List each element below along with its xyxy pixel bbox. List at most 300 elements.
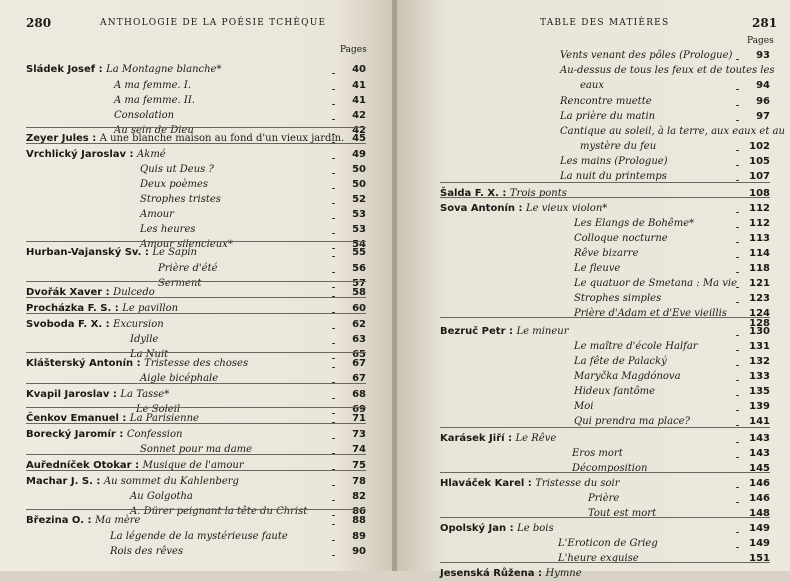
- poem-title: Cantique au soleil, à la terre, aux eaux et au: [560, 126, 785, 137]
- page-ref: 78: [352, 476, 366, 487]
- author-name: Klášterský Antonín: [26, 358, 134, 369]
- page-ref: 121: [749, 278, 770, 289]
- page-ref: 108: [749, 188, 770, 199]
- dot-leader: [736, 547, 738, 548]
- author-divider: [26, 470, 366, 471]
- dot-leader: [736, 120, 738, 121]
- toc-entry: [114, 93, 336, 109]
- author-name: Machar J. S.: [26, 476, 93, 487]
- dot-leader: [736, 150, 738, 151]
- page-number: 281: [752, 16, 778, 30]
- page-ref: 60: [352, 303, 366, 314]
- page-ref: 82: [352, 491, 366, 502]
- author-separator: :: [95, 64, 107, 75]
- poem-title: Vents venant des pôles (Prologue): [560, 50, 733, 61]
- author-name: Kvapil Jaroslav: [26, 389, 110, 400]
- dot-leader: [736, 227, 738, 228]
- author-separator: :: [111, 303, 123, 314]
- poem-title: La légende de la mystérieuse faute: [110, 531, 288, 542]
- poem-title: Le Rêve: [515, 433, 557, 444]
- author-separator: :: [498, 188, 510, 199]
- dot-leader: [332, 500, 334, 501]
- running-head: TABLE DES MATIÈRES: [540, 18, 670, 28]
- poem-title: L'heure exquise: [558, 553, 639, 564]
- page-ref: 146: [749, 478, 770, 489]
- poem-title: Moi: [574, 401, 594, 412]
- author-name: Vrchlický Jaroslav: [26, 149, 127, 160]
- poem-title: Excursion: [113, 319, 164, 330]
- author-name: Šalda F. X.: [440, 188, 499, 199]
- author-name: Svoboda F. X.: [26, 319, 103, 330]
- dot-leader: [332, 218, 334, 219]
- author-divider: [440, 562, 770, 563]
- poem-title: Le pavillon: [122, 303, 179, 314]
- poem-title: Les Elangs de Bohême*: [574, 218, 695, 229]
- dot-leader: [332, 188, 334, 189]
- poem-title: La nuit du printemps: [560, 171, 667, 182]
- poem-title: La Tasse*: [120, 389, 170, 400]
- poem-title: Trois ponts: [509, 188, 567, 199]
- author-divider: [26, 127, 366, 128]
- toc-entries: [0, 0, 392, 571]
- author-name: Bezruč Petr: [440, 326, 506, 337]
- dot-leader: [736, 335, 738, 336]
- poem-title: A. Dürer peignant la tête du Christ: [130, 506, 308, 517]
- page-ref: 135: [749, 386, 770, 397]
- poem-title: A ma femme. II.: [114, 95, 195, 106]
- toc-entry: [26, 458, 336, 474]
- poem-title: Le mineur: [516, 326, 569, 337]
- toc-entry: [26, 62, 336, 78]
- page-ref: 90: [352, 546, 366, 557]
- dot-leader: [332, 555, 334, 556]
- page-ref: 50: [352, 164, 366, 175]
- poem-title: A une blanche maison au fond d'un vieux jardin.: [99, 133, 345, 144]
- toc-entry: [574, 291, 740, 307]
- page-ref: 53: [352, 224, 366, 235]
- poem-title: Colloque nocturne: [574, 233, 668, 244]
- toc-entry: [440, 324, 740, 340]
- dot-leader: [736, 59, 738, 60]
- author-name: Zeyer Jules: [26, 133, 89, 144]
- author-separator: :: [504, 433, 516, 444]
- page-ref: 42: [352, 125, 366, 136]
- poem-title: Ma mère: [94, 515, 141, 526]
- page-ref: 107: [749, 171, 770, 182]
- poem-title: Qui prendra ma place?: [574, 416, 690, 427]
- toc-entry: [440, 186, 740, 202]
- dot-leader: [736, 457, 738, 458]
- poem-title: Serment: [158, 278, 202, 289]
- page-ref: 112: [749, 203, 770, 214]
- page-ref: 57: [352, 278, 366, 289]
- right-page: [397, 0, 790, 579]
- toc-entry: [26, 301, 336, 317]
- page-ref: 63: [352, 334, 366, 345]
- page-ref: 89: [352, 531, 366, 542]
- dot-leader: [736, 365, 738, 366]
- toc-entry: [140, 371, 336, 387]
- author-divider: [26, 313, 366, 314]
- author-separator: :: [506, 523, 518, 534]
- dot-leader: [736, 380, 738, 381]
- poem-title: mystère du feu: [580, 141, 657, 152]
- author-divider: [26, 509, 366, 510]
- author-separator: :: [141, 247, 153, 258]
- poem-title: Hymne: [545, 568, 582, 579]
- toc-entry: [574, 354, 740, 370]
- author-separator: :: [102, 287, 114, 298]
- author-separator: :: [131, 460, 143, 471]
- dot-leader: [332, 398, 334, 399]
- page-ref: 71: [352, 413, 366, 424]
- dot-leader: [332, 328, 334, 329]
- dot-leader: [736, 242, 738, 243]
- toc-entry: [440, 201, 740, 217]
- author-name: Opolský Jan: [440, 523, 507, 534]
- page-ref: 94: [756, 80, 770, 91]
- dot-leader: [736, 410, 738, 411]
- page-ref: 53: [352, 209, 366, 220]
- page-ref: 45: [352, 133, 366, 144]
- poem-title: Musique de l'amour: [142, 460, 244, 471]
- poem-title: Confession: [126, 429, 183, 440]
- toc-entry: [140, 442, 336, 458]
- toc-entry: [26, 387, 336, 403]
- dot-leader: [332, 233, 334, 234]
- toc-entry: [560, 63, 775, 79]
- poem-title: Au Golgotha: [130, 491, 193, 502]
- author-name: Jesenská Růžena: [440, 568, 535, 579]
- page-ref: 93: [756, 50, 770, 61]
- author-name: Karásek Jiří: [440, 433, 505, 444]
- page-ref: 58: [352, 287, 366, 298]
- toc-entry: [574, 339, 740, 355]
- dot-leader: [736, 487, 738, 488]
- page-ref: 146: [749, 493, 770, 504]
- poem-title: Le quatuor de Smetana : Ma vie: [574, 278, 737, 289]
- page-ref: 54: [352, 239, 366, 250]
- author-separator: :: [109, 389, 121, 400]
- page-ref: 102: [749, 141, 770, 152]
- author-name: Procházka F. S.: [26, 303, 112, 314]
- poem-title: Akmé: [137, 149, 166, 160]
- poem-title: Maryčka Magdónova: [574, 371, 681, 382]
- poem-title: La Montagne blanche*: [106, 64, 222, 75]
- author-divider: [440, 472, 770, 473]
- page-ref: 41: [352, 80, 366, 91]
- author-divider: [440, 182, 770, 183]
- poem-title: Le Sapin: [152, 247, 197, 258]
- dot-leader: [736, 532, 738, 533]
- toc-entry: [574, 276, 740, 292]
- poem-title: Hideux fantôme: [574, 386, 656, 397]
- poem-title: Rois des rêves: [110, 546, 184, 557]
- toc-entry: [140, 192, 336, 208]
- dot-leader: [736, 350, 738, 351]
- page-ref: 69: [352, 404, 366, 415]
- author-divider: [440, 197, 770, 198]
- dot-leader: [736, 165, 738, 166]
- page-ref: 62: [352, 319, 366, 330]
- page-ref: 123: [749, 293, 770, 304]
- toc-entry: [26, 513, 336, 529]
- poem-title: eaux: [580, 80, 604, 91]
- author-divider: [26, 383, 366, 384]
- toc-entry: [560, 109, 740, 125]
- toc-entry: [572, 446, 740, 462]
- toc-entry: [588, 491, 740, 507]
- dot-leader: [332, 203, 334, 204]
- page-ref: 141: [749, 416, 770, 427]
- page-ref: 128: [749, 318, 770, 329]
- poem-title: Les heures: [140, 224, 196, 235]
- page-ref: 55: [352, 247, 366, 258]
- poem-title: Au sein de Dieu: [114, 125, 194, 136]
- page-ref: 112: [749, 218, 770, 229]
- poem-title: L'Eroticon de Grieg: [558, 538, 658, 549]
- toc-entry: [158, 261, 336, 277]
- author-name: Sládek Josef: [26, 64, 96, 75]
- page-ref: 124: [749, 308, 770, 319]
- author-separator: :: [524, 478, 536, 489]
- poem-title: Le maître d'école Halfar: [574, 341, 698, 352]
- author-name: Dvořák Xaver: [26, 287, 103, 298]
- toc-entry: [440, 431, 740, 447]
- dot-leader: [332, 524, 334, 525]
- page-ref: 40: [352, 64, 366, 75]
- toc-entry: [560, 94, 740, 110]
- poem-title: Tristesse des choses: [144, 358, 249, 369]
- author-separator: :: [88, 133, 100, 144]
- poem-title: Décomposition: [572, 463, 648, 474]
- dot-leader: [332, 104, 334, 105]
- dot-leader: [736, 257, 738, 258]
- dot-leader: [332, 89, 334, 90]
- dot-leader: [736, 89, 738, 90]
- dot-leader: [332, 367, 334, 368]
- page-ref: 88: [352, 515, 366, 526]
- poem-title: Dulcedo: [113, 287, 155, 298]
- poem-title: A ma femme. I.: [114, 80, 192, 91]
- page-ref: 132: [749, 356, 770, 367]
- left-page: [0, 0, 392, 571]
- author-separator: :: [534, 568, 546, 579]
- toc-entry: [110, 544, 336, 560]
- poem-title: Consolation: [114, 110, 175, 121]
- author-divider: [440, 427, 770, 428]
- poem-title: Strophes simples: [574, 293, 662, 304]
- author-separator: :: [505, 326, 517, 337]
- page-ref: 113: [749, 233, 770, 244]
- dot-leader: [332, 119, 334, 120]
- toc-entry: [26, 411, 336, 427]
- toc-entry: [26, 245, 336, 261]
- page-ref: 42: [352, 110, 366, 121]
- toc-entry: [574, 261, 740, 277]
- poem-title: Le fleuve: [574, 263, 621, 274]
- page-ref: 74: [352, 444, 366, 455]
- toc-entry: [26, 474, 336, 490]
- toc-entry: [558, 551, 740, 567]
- poem-title: Prière d'été: [158, 263, 218, 274]
- poem-title: Amour silencieux*: [140, 239, 233, 250]
- toc-entry: [140, 162, 336, 178]
- author-divider: [26, 423, 366, 424]
- dot-leader: [736, 212, 738, 213]
- page-ref: 131: [749, 341, 770, 352]
- toc-entry: [574, 399, 740, 415]
- poem-title: Amour: [140, 209, 174, 220]
- author-separator: :: [118, 413, 130, 424]
- author-divider: [26, 454, 366, 455]
- poem-title: Aigle bicéphale: [140, 373, 219, 384]
- poem-title: Rêve bizarre: [574, 248, 639, 259]
- poem-title: Eros mort: [572, 448, 623, 459]
- poem-title: Deux poèmes: [140, 179, 209, 190]
- toc-entry: [440, 476, 740, 492]
- dot-leader: [736, 425, 738, 426]
- toc-entry: [26, 131, 345, 147]
- page-ref: 105: [749, 156, 770, 167]
- page-ref: 75: [352, 460, 366, 471]
- page-ref: 67: [352, 373, 366, 384]
- author-name: Čenkov Emanuel: [26, 413, 119, 424]
- poem-title: Au sommet du Kahlenberg: [103, 476, 239, 487]
- poem-title: Tristesse du soir: [535, 478, 620, 489]
- author-separator: :: [84, 515, 95, 526]
- toc-entry: [580, 139, 740, 155]
- toc-entry: [560, 48, 740, 64]
- toc-entry: [26, 317, 336, 333]
- page-ref: 65: [352, 349, 366, 360]
- toc-entry: [114, 78, 336, 94]
- dot-leader: [736, 395, 738, 396]
- toc-entry: [26, 147, 336, 163]
- dot-leader: [332, 485, 334, 486]
- toc-entries: [397, 0, 790, 579]
- page-ref: 68: [352, 389, 366, 400]
- author-name: Hlaváček Karel: [440, 478, 525, 489]
- page-ref: 73: [352, 429, 366, 440]
- toc-entry: [140, 177, 336, 193]
- dot-leader: [332, 256, 334, 257]
- poem-title: Au-dessus de tous les feux et de toutes les: [560, 65, 775, 76]
- poem-title: Le Soleil: [136, 404, 181, 415]
- page-ref: 96: [756, 96, 770, 107]
- poem-title: Le vieux violon*: [525, 203, 608, 214]
- toc-entry: [140, 222, 336, 238]
- author-name: Sova Antonín: [440, 203, 515, 214]
- author-name: Borecký Jaromír: [26, 429, 116, 440]
- page-ref: 133: [749, 371, 770, 382]
- page-ref: 143: [749, 448, 770, 459]
- poem-title: Les mains (Prologue): [560, 156, 668, 167]
- page-ref: 151: [749, 553, 770, 564]
- page-ref: 149: [749, 538, 770, 549]
- poem-title: Strophes tristes: [140, 194, 221, 205]
- dot-leader: [736, 442, 738, 443]
- dot-leader: [332, 438, 334, 439]
- dot-leader: [736, 287, 738, 288]
- toc-entry: [110, 529, 336, 545]
- toc-entry: [574, 246, 740, 262]
- author-divider: [26, 297, 366, 298]
- toc-entry: [558, 536, 740, 552]
- toc-entry: [560, 124, 785, 140]
- author-divider: [26, 281, 366, 282]
- pages-header: Pages: [747, 36, 774, 46]
- poem-title: Idylle: [130, 334, 159, 345]
- page-ref: 41: [352, 95, 366, 106]
- poem-title: La prière du matin: [560, 111, 656, 122]
- author-separator: :: [92, 476, 104, 487]
- author-name: Hurban-Vajanský Sv.: [26, 247, 142, 258]
- page-ref: 50: [352, 179, 366, 190]
- dot-leader: [332, 158, 334, 159]
- dot-leader: [736, 272, 738, 273]
- toc-entry: [580, 78, 740, 94]
- author-divider: [26, 241, 366, 242]
- page-ref: 67: [352, 358, 366, 369]
- page-ref: 148: [749, 508, 770, 519]
- toc-entry: [560, 154, 740, 170]
- dot-leader: [736, 180, 738, 181]
- toc-entry: [574, 384, 740, 400]
- running-head: ANTHOLOGIE DE LA POÉSIE TCHÈQUE: [100, 18, 327, 28]
- page-ref: 86: [352, 506, 366, 517]
- toc-entry: [140, 207, 336, 223]
- page-ref: 130: [749, 326, 770, 337]
- toc-entry: [574, 369, 740, 385]
- page-ref: 97: [756, 111, 770, 122]
- author-divider: [26, 407, 366, 408]
- toc-entry: [574, 306, 740, 322]
- poem-title: La Nuit: [130, 349, 169, 360]
- toc-entry: [440, 566, 740, 582]
- author-separator: :: [133, 358, 145, 369]
- poem-title: Le bois: [517, 523, 554, 534]
- author-separator: :: [115, 429, 127, 440]
- toc-entry: [588, 506, 740, 522]
- page-ref: 118: [749, 263, 770, 274]
- toc-entry: [574, 231, 740, 247]
- author-separator: :: [126, 149, 138, 160]
- toc-entry: [572, 461, 740, 477]
- toc-entry: [26, 427, 336, 443]
- page-ref: 49: [352, 149, 366, 160]
- dot-leader: [332, 173, 334, 174]
- dot-leader: [736, 105, 738, 106]
- author-divider: [440, 517, 770, 518]
- page-ref: 143: [749, 433, 770, 444]
- toc-entry: [130, 332, 336, 348]
- page-ref: 145: [749, 463, 770, 474]
- poem-title: Quis ut Deus ?: [140, 164, 214, 175]
- dot-leader: [332, 343, 334, 344]
- author-name: Březina O.: [26, 515, 85, 526]
- dot-leader: [332, 272, 334, 273]
- poem-title: Rencontre muette: [560, 96, 652, 107]
- dot-leader: [736, 302, 738, 303]
- page-ref: 139: [749, 401, 770, 412]
- toc-entry: [440, 521, 740, 537]
- toc-entry: [114, 108, 336, 124]
- toc-entry: [574, 216, 740, 232]
- author-divider: [26, 143, 366, 144]
- author-separator: :: [515, 203, 526, 214]
- dot-leader: [332, 73, 334, 74]
